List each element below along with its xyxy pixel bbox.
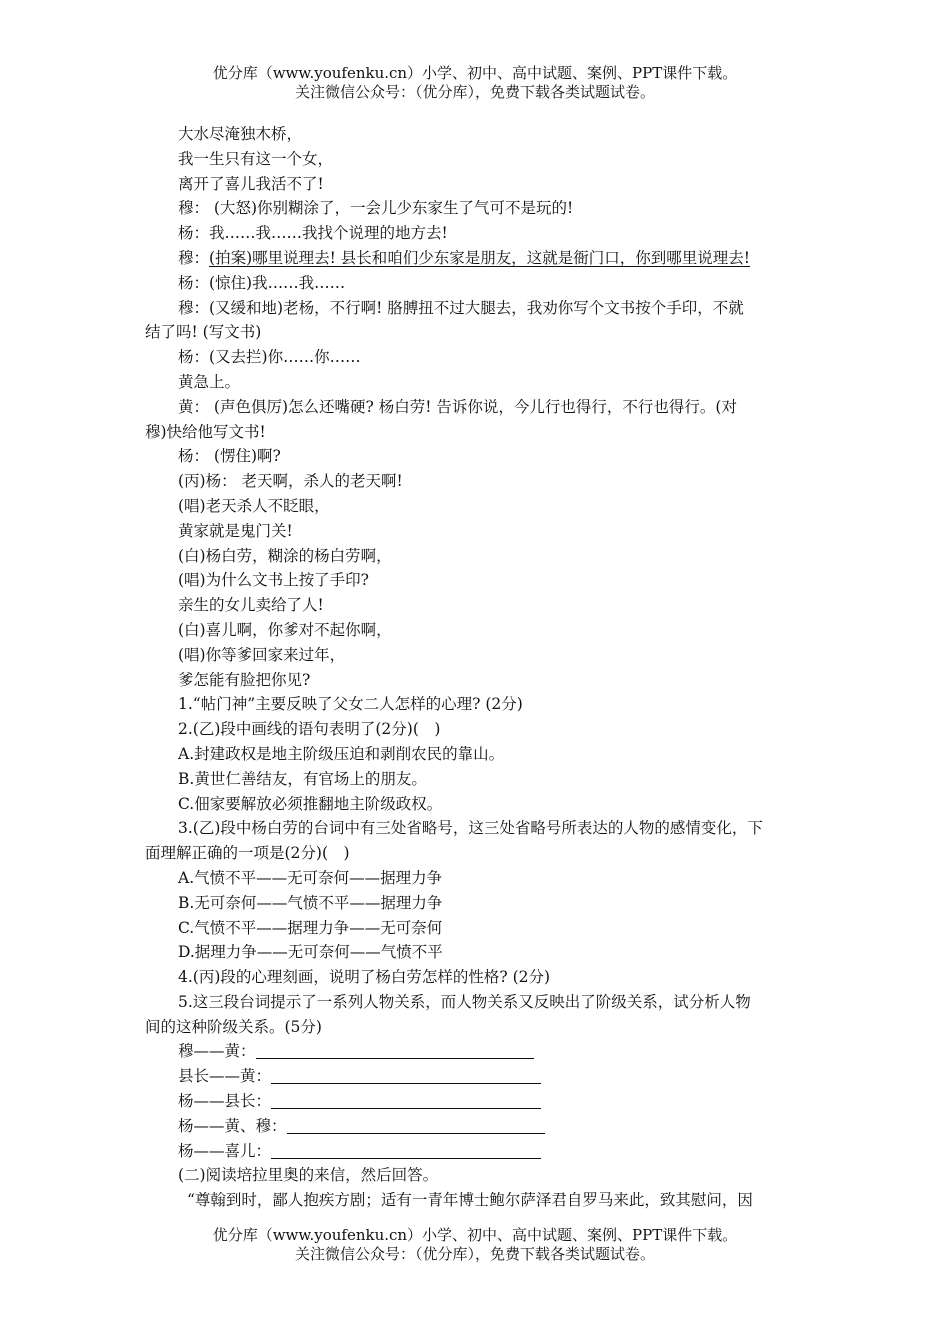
text-line: 杨：(又去拦)你……你……: [178, 348, 361, 367]
text-line: (白)杨白劳，糊涂的杨白劳啊，: [178, 546, 392, 565]
text-line: 大水尽淹独木桥，: [178, 125, 303, 143]
text-line: “尊翰到时，鄙人抱疾方剧；适有一青年博士鲍尔萨泽君自罗马来此，致其慰问，因: [187, 1191, 753, 1210]
option-c: C.气愤不平——据理力争——无可奈何: [178, 918, 443, 937]
text-line: (唱)为什么文书上按了手印?: [178, 571, 369, 590]
text-line: 黄急上。: [178, 372, 241, 391]
answer-blank[interactable]: [256, 1041, 534, 1059]
text-line: 爹怎能有脸把你见?: [178, 670, 311, 689]
option-b: B.无可奈何——气愤不平——据理力争: [178, 893, 443, 912]
option-a: A.封建政权是地主阶级压迫和剥削农民的靠山。: [178, 744, 505, 763]
text-line: 我一生只有这一个女，: [178, 149, 334, 168]
question-5: 5.这三段台词提示了一系列人物关系，而人物关系又反映出了阶级关系，试分析人物: [178, 992, 751, 1011]
text-line: (唱)你等爹回家来过年，: [178, 645, 346, 664]
document-body: [145, 122, 807, 1213]
question-1: 1.“帖门神”主要反映了父女二人怎样的心理? (2分): [178, 695, 523, 714]
option-c: C.佃家要解放必须推翻地主阶级政权。: [178, 794, 443, 813]
answer-label: 县长——黄：: [178, 1067, 272, 1086]
question-3-cont: 面理解正确的一项是(2分)( ): [145, 844, 350, 863]
underlined-sentence: (拍案)哪里说理去! 县长和咱们少东家是朋友，这就是衙门口，你到哪里说理去!: [209, 248, 750, 267]
text-line: 穆：(又缓和地)老杨，不行啊! 胳膊扭不过大腿去，我劝你写个文书按个手印，不就: [178, 298, 744, 317]
option-d: D.据理力争——无可奈何——气愤不平: [178, 943, 443, 962]
question-2: 2.(乙)段中画线的语句表明了(2分)( ): [178, 720, 441, 739]
section-heading: (二)阅读培拉里奥的来信，然后回答。: [178, 1166, 439, 1185]
text-line: 亲生的女儿卖给了人!: [178, 596, 324, 615]
answer-label: 穆——黄：: [178, 1042, 256, 1061]
text-line: 杨： (愣住)啊?: [178, 447, 281, 466]
question-5-cont: 间的这种阶级关系。(5分): [145, 1017, 322, 1036]
text-line: 离开了喜儿我活不了!: [178, 174, 324, 193]
text-line: (丙)杨： 老天啊，杀人的老天啊!: [178, 472, 403, 491]
header-line-1: 优分库（www.youfenku.cn）小学、初中、高中试题、案例、PPT课件下载。: [212, 64, 738, 82]
answer-label: 杨——黄、穆：: [178, 1116, 287, 1135]
text-line: 穆)快给他写文书!: [145, 422, 266, 441]
text-line: 结了吗! (写文书): [145, 323, 262, 342]
header-line-2: 关注微信公众号：（优分库），免费下载各类试题试卷。: [294, 83, 655, 101]
text-line: 黄： (声色俱厉)怎么还嘴硬? 杨白劳! 告诉你说，今儿行也得行，不行也得行。(对: [178, 397, 737, 416]
page-footer: [0, 1226, 950, 1264]
text-line: 杨：我……我……我找个说理的地方去!: [178, 224, 448, 243]
footer-line-2: 关注微信公众号：（优分库），免费下载各类试题试卷。: [294, 1245, 655, 1263]
option-a: A.气愤不平——无可奈何——据理力争: [178, 868, 443, 887]
page-header: [0, 64, 950, 102]
answer-line: [145, 1064, 807, 1089]
question-4: 4.(丙)段的心理刻画，说明了杨白劳怎样的性格? (2分): [178, 968, 551, 987]
option-b: B.黄世仁善结友，有官场上的朋友。: [178, 769, 427, 788]
text-line: (唱)老天杀人不眨眼，: [178, 496, 330, 515]
answer-label: 杨——喜儿：: [178, 1141, 272, 1160]
answer-line: [145, 1089, 807, 1114]
question-3: 3.(乙)段中杨白劳的台词中有三处省略号，这三处省略号所表达的人物的感情变化，下: [178, 819, 763, 838]
text-line: 穆： (大怒)你别糊涂了，一会儿少东家生了气可不是玩的!: [178, 199, 574, 218]
answer-blank[interactable]: [271, 1091, 541, 1109]
text-line: (白)喜儿啊，你爹对不起你啊，: [178, 620, 392, 639]
footer-line-1: 优分库（www.youfenku.cn）小学、初中、高中试题、案例、PPT课件下载。: [212, 1226, 738, 1244]
text-line: 杨：(惊住)我……我……: [178, 273, 346, 292]
answer-line: [145, 1139, 807, 1164]
answer-blank[interactable]: [271, 1066, 541, 1084]
answer-line: [145, 1039, 807, 1064]
speaker: 穆：: [178, 248, 210, 267]
answer-blank[interactable]: [271, 1141, 541, 1159]
text-line-underlined: [145, 246, 807, 271]
text-line: 黄家就是鬼门关!: [178, 521, 293, 540]
answer-line: [145, 1114, 807, 1139]
answer-label: 杨——县长：: [178, 1092, 272, 1111]
answer-blank[interactable]: [287, 1116, 545, 1134]
